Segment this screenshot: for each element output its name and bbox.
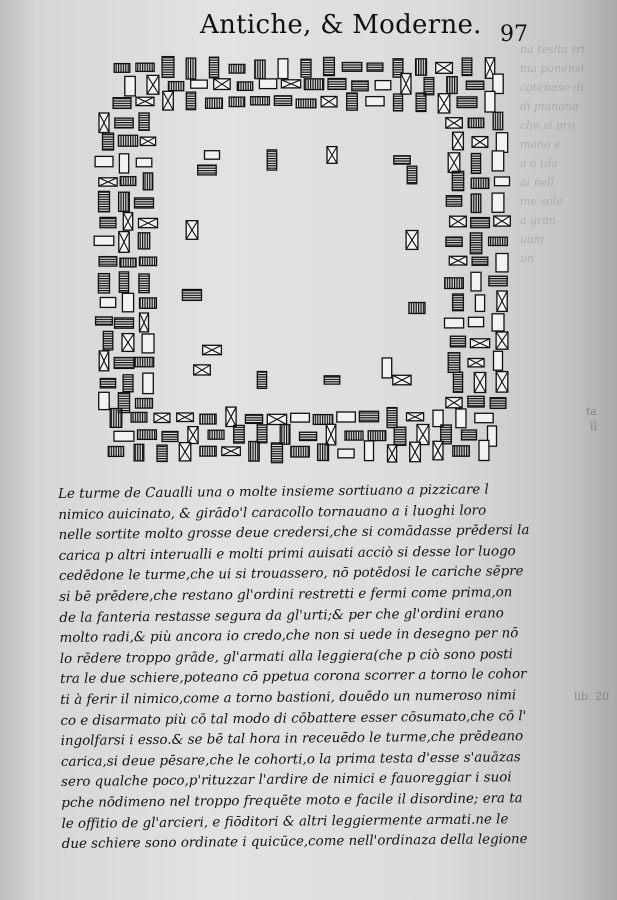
text-line: Le turme de Caualli una o molte insieme sortiuano a pizzicare l xyxy=(58,482,489,502)
troop-unit-mark xyxy=(479,440,489,460)
troop-unit-mark xyxy=(446,118,463,128)
troop-unit-mark xyxy=(433,410,443,426)
troop-unit-mark xyxy=(469,317,484,326)
troop-unit-mark xyxy=(115,318,134,328)
troop-unit-mark xyxy=(337,412,356,422)
troop-unit-mark xyxy=(234,425,245,443)
troop-unit-mark xyxy=(489,237,508,245)
troop-unit-mark xyxy=(100,298,115,308)
troop-unit-mark xyxy=(194,365,211,375)
text-line: le offitio de gl'arcieri, e fiōditori & altri leggiermente armati.ne le xyxy=(61,811,509,832)
troop-unit-mark xyxy=(99,178,117,186)
troop-unit-mark xyxy=(122,293,133,312)
troop-unit-mark xyxy=(326,424,336,445)
troop-unit-mark xyxy=(103,133,114,150)
troop-unit-mark xyxy=(214,79,231,90)
troop-unit-mark xyxy=(139,218,158,227)
troop-unit-mark xyxy=(123,375,133,392)
troop-unit-mark xyxy=(100,217,116,227)
troop-unit-mark xyxy=(114,358,134,369)
troop-unit-mark xyxy=(450,216,467,227)
troop-unit-mark xyxy=(267,150,277,170)
troop-unit-mark xyxy=(462,430,477,440)
troop-unit-mark xyxy=(191,80,208,88)
troop-unit-mark xyxy=(99,392,110,409)
troop-unit-mark xyxy=(462,58,472,76)
troop-unit-mark xyxy=(140,137,155,145)
troop-unit-mark xyxy=(342,63,362,72)
troop-unit-mark xyxy=(496,254,508,272)
troop-unit-mark xyxy=(99,113,109,133)
troop-unit-mark xyxy=(203,345,222,354)
troop-unit-mark xyxy=(154,413,170,422)
troop-unit-mark xyxy=(229,97,245,107)
troop-unit-mark xyxy=(456,409,466,428)
troop-unit-mark xyxy=(168,82,183,91)
troop-unit-mark xyxy=(120,258,136,267)
troop-unit-mark xyxy=(257,425,267,443)
troop-unit-mark xyxy=(471,178,489,188)
troop-unit-mark xyxy=(450,336,465,347)
troop-unit-mark xyxy=(136,63,154,71)
troop-formation-engraving xyxy=(82,50,537,485)
troop-unit-mark xyxy=(324,57,335,75)
troop-unit-mark xyxy=(114,431,134,441)
text-line: nelle sortite molto grosse deue credersi,che si comādasse prēdersi la xyxy=(58,523,530,544)
troop-unit-mark xyxy=(313,415,332,425)
troop-unit-mark xyxy=(118,135,137,146)
troop-unit-mark xyxy=(182,290,201,301)
troop-unit-mark xyxy=(99,257,117,267)
troop-unit-mark xyxy=(131,412,147,422)
troop-unit-mark xyxy=(474,373,485,393)
troop-unit-mark xyxy=(177,413,194,422)
troop-unit-mark xyxy=(445,318,464,328)
troop-unit-mark xyxy=(251,97,270,105)
text-line: lo rēdere troppo grāde, gl'armati alla leggiera(che p ciò sono posti xyxy=(59,646,513,667)
troop-unit-mark xyxy=(324,376,340,384)
troop-unit-mark xyxy=(436,62,453,73)
troop-unit-mark xyxy=(123,213,132,231)
troop-unit-mark xyxy=(143,373,154,394)
troop-unit-mark xyxy=(103,331,113,350)
troop-unit-mark xyxy=(115,118,133,128)
text-line: molto radi,& più ancora io credo,che non si uede in desegno per nō xyxy=(59,626,519,647)
troop-unit-mark xyxy=(394,156,410,164)
troop-unit-mark xyxy=(496,372,508,393)
troop-unit-mark xyxy=(468,359,484,367)
troop-unit-mark xyxy=(485,91,495,112)
troop-unit-mark xyxy=(281,80,300,88)
troop-unit-mark xyxy=(387,408,397,428)
troop-unit-mark xyxy=(179,443,191,461)
troop-unit-mark xyxy=(471,194,481,213)
troop-unit-mark xyxy=(259,79,276,89)
troop-unit-mark xyxy=(245,415,262,424)
troop-unit-mark xyxy=(188,427,198,444)
troop-unit-mark xyxy=(134,444,144,461)
troop-unit-mark xyxy=(433,441,443,460)
troop-unit-mark xyxy=(278,59,288,79)
troop-unit-mark xyxy=(186,58,196,79)
troop-unit-mark xyxy=(494,216,511,226)
troop-unit-mark xyxy=(296,99,316,108)
troop-unit-mark xyxy=(338,449,354,458)
troop-unit-mark xyxy=(119,272,128,292)
troop-unit-mark xyxy=(493,112,503,129)
troop-unit-mark xyxy=(135,198,154,208)
troop-unit-mark xyxy=(407,166,417,184)
text-line: de la fanteria restasse segura da gl'urti;& per che gl'ordini erano xyxy=(59,605,504,626)
troop-unit-mark xyxy=(163,91,174,110)
troop-unit-mark xyxy=(424,78,434,95)
troop-unit-mark xyxy=(496,133,507,153)
troop-unit-mark xyxy=(222,447,241,456)
text-line: ti à ferir il nimico,come a torno bastioni, douēdo un numeroso nimi xyxy=(60,688,517,708)
troop-unit-mark xyxy=(448,353,460,373)
troop-unit-mark xyxy=(393,375,411,385)
troop-unit-mark xyxy=(472,137,488,148)
troop-unit-mark xyxy=(95,156,113,166)
troop-unit-mark xyxy=(271,443,282,463)
troop-unit-mark xyxy=(446,397,462,407)
troop-unit-mark xyxy=(489,276,507,286)
troop-unit-mark xyxy=(96,317,113,325)
troop-unit-mark xyxy=(492,193,504,212)
troop-unit-mark xyxy=(375,81,391,90)
troop-unit-mark xyxy=(367,63,383,71)
text-line: sero qualche poco,p'rituzzar l'ardire de nimici e fauoreggiar i suoi xyxy=(61,770,512,791)
troop-unit-mark xyxy=(139,313,148,332)
troop-unit-mark xyxy=(446,196,461,207)
troop-unit-mark xyxy=(249,442,259,462)
troop-unit-mark xyxy=(321,96,337,106)
show-through-text: na tesita tri ma ponensi cotenaso di di pianona che si pro mano e a o (da ai nell ine sole a gran uani un xyxy=(520,43,585,265)
troop-unit-mark xyxy=(347,93,358,110)
troop-unit-mark xyxy=(327,147,337,164)
troop-unit-mark xyxy=(359,411,378,422)
troop-unit-mark xyxy=(257,372,266,389)
text-line: si bē prēdere,che restano gl'ordini restretti e fermi come prima,on xyxy=(59,585,513,605)
troop-unit-mark xyxy=(352,81,368,91)
troop-unit-mark xyxy=(205,151,220,160)
troop-unit-mark xyxy=(446,237,462,246)
troop-unit-mark xyxy=(162,57,174,78)
troop-unit-mark xyxy=(291,413,310,422)
troop-unit-mark xyxy=(119,232,129,253)
troop-unit-mark xyxy=(475,413,493,422)
troop-unit-mark xyxy=(453,372,462,392)
troop-unit-mark xyxy=(136,97,154,105)
troop-unit-mark xyxy=(449,256,467,265)
text-line: tra le due schiere,poteano cō ppetua corona scorrer a torno le cohor xyxy=(59,667,527,688)
troop-unit-mark xyxy=(445,278,464,289)
troop-unit-mark xyxy=(345,431,363,440)
troop-unit-mark xyxy=(134,357,153,366)
text-line: co e disarmato più cō tal modo di cōbattere esser cōsumato,che cō l' xyxy=(60,708,527,729)
text-line: nimico auicinato, & girādo'l caracollo tornauano a i luoghi loro xyxy=(58,503,487,523)
troop-unit-mark xyxy=(226,407,236,426)
troop-unit-mark xyxy=(452,171,463,190)
troop-unit-mark xyxy=(139,113,149,130)
troop-unit-mark xyxy=(291,446,310,457)
troop-unit-mark xyxy=(138,233,149,249)
page-number: 97 xyxy=(500,22,528,47)
troop-unit-mark xyxy=(208,430,224,439)
troop-unit-mark xyxy=(496,332,508,349)
troop-unit-mark xyxy=(368,431,386,441)
troop-unit-mark xyxy=(406,231,418,250)
troop-unit-mark xyxy=(468,396,484,407)
troop-unit-mark xyxy=(394,94,403,111)
troop-unit-mark xyxy=(206,98,223,108)
troop-unit-mark xyxy=(186,92,195,110)
troop-unit-mark xyxy=(470,339,489,348)
troop-unit-mark xyxy=(497,291,507,311)
troop-unit-mark xyxy=(229,64,245,73)
text-line: cedēdone le turme,che ui si trouassero, nō potēdosi le cariche sēpre xyxy=(58,564,524,585)
troop-unit-mark xyxy=(255,60,265,79)
troop-unit-mark xyxy=(416,93,426,111)
troop-unit-mark xyxy=(142,334,154,353)
troop-unit-mark xyxy=(200,446,216,456)
troop-unit-mark xyxy=(471,218,490,228)
margin-note: lib. 20 xyxy=(574,690,610,703)
troop-unit-mark xyxy=(186,221,198,240)
troop-unit-mark xyxy=(99,351,109,371)
troop-unit-mark xyxy=(198,165,217,175)
troop-unit-mark xyxy=(448,153,460,173)
troop-unit-mark xyxy=(453,132,464,150)
troop-unit-mark xyxy=(280,425,290,445)
troop-unit-mark xyxy=(136,399,153,409)
troop-unit-mark xyxy=(466,81,484,89)
troop-unit-mark xyxy=(366,97,384,106)
troop-unit-mark xyxy=(139,274,149,293)
text-line: due schiere sono ordinate i quicūce,come nell'ordinaza della legione xyxy=(61,832,528,853)
troop-unit-mark xyxy=(108,447,123,457)
troop-unit-mark xyxy=(447,77,457,94)
troop-unit-mark xyxy=(438,94,450,113)
troop-unit-mark xyxy=(119,154,128,173)
troop-unit-mark xyxy=(457,97,477,108)
troop-unit-mark xyxy=(472,257,488,265)
troop-unit-mark xyxy=(200,414,216,424)
troop-unit-mark xyxy=(100,379,115,388)
troop-unit-mark xyxy=(113,98,131,109)
troop-unit-mark xyxy=(304,79,323,90)
troop-unit-mark xyxy=(209,57,218,78)
troop-unit-mark xyxy=(99,191,110,211)
troop-unit-mark xyxy=(300,432,317,440)
troop-unit-mark xyxy=(394,427,406,445)
troop-unit-mark xyxy=(138,430,157,440)
troop-unit-mark xyxy=(493,74,503,93)
troop-unit-mark xyxy=(125,76,136,96)
troop-unit-mark xyxy=(382,358,392,378)
troop-unit-mark xyxy=(492,314,504,331)
text-line: carica p altri interualli e molti primi auisati acciò si desse lor luogo xyxy=(58,543,516,564)
troop-unit-mark xyxy=(147,75,159,94)
troop-unit-mark xyxy=(475,295,484,312)
troop-unit-mark xyxy=(118,393,129,413)
body-text xyxy=(58,479,610,855)
troop-unit-mark xyxy=(94,236,114,245)
text-line: pche nōdimeno nel troppo frequēte moto e facile il disordine; era ta xyxy=(61,791,523,811)
troop-unit-mark xyxy=(406,413,423,421)
troop-unit-mark xyxy=(143,173,152,190)
text-line: ingolfarsi i esso.& se bē tal hora in receuēdo le turme,che prēdeano xyxy=(60,729,524,750)
troop-unit-mark xyxy=(471,272,481,291)
troop-unit-mark xyxy=(470,233,482,254)
troop-unit-mark xyxy=(139,257,156,266)
troop-unit-mark xyxy=(119,192,130,211)
troop-unit-mark xyxy=(490,398,506,409)
troop-unit-mark xyxy=(494,351,503,370)
troop-unit-mark xyxy=(136,158,152,167)
troop-unit-mark xyxy=(453,294,464,311)
troop-unit-mark xyxy=(114,64,130,73)
troop-unit-mark xyxy=(492,151,504,171)
troop-unit-mark xyxy=(453,446,470,456)
troop-unit-mark xyxy=(495,177,510,186)
troop-unit-mark xyxy=(267,414,286,424)
formation-diagram xyxy=(82,50,537,485)
troop-unit-mark xyxy=(98,274,109,293)
troop-unit-mark xyxy=(401,73,411,94)
troop-unit-mark xyxy=(468,118,484,127)
troop-unit-mark xyxy=(410,442,421,462)
troop-unit-mark xyxy=(318,444,329,461)
troop-unit-mark xyxy=(301,59,311,77)
troop-unit-mark xyxy=(162,432,178,442)
troop-unit-mark xyxy=(274,96,291,106)
troop-unit-mark xyxy=(157,445,167,461)
running-title: Antiche, & Moderne. xyxy=(200,10,482,40)
troop-unit-mark xyxy=(120,177,136,186)
troop-unit-mark xyxy=(416,59,427,75)
troop-unit-mark xyxy=(140,298,157,308)
troop-unit-mark xyxy=(365,441,374,461)
troop-unit-mark xyxy=(409,303,425,314)
troop-unit-mark xyxy=(237,82,252,91)
margin-mark-1: ta xyxy=(586,405,597,418)
troop-unit-mark xyxy=(387,445,396,462)
text-line: carica,si deue pēsare,che le cohorti,o la prima testa d'esse s'auāzas xyxy=(60,749,521,770)
troop-unit-mark xyxy=(471,154,480,174)
troop-unit-mark xyxy=(328,79,346,90)
margin-mark-2: ll xyxy=(590,420,598,433)
troop-unit-mark xyxy=(122,334,134,352)
